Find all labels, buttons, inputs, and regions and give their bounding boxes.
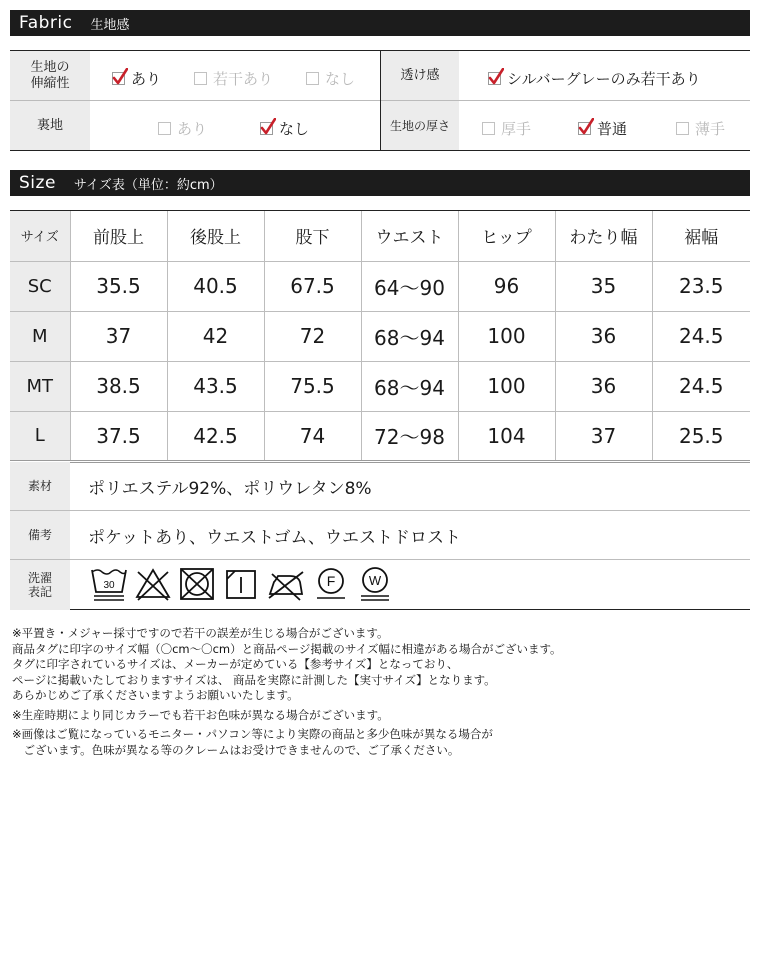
size-header-en: Size [19, 173, 56, 193]
sheer-value: シルバーグレーのみ若干あり [488, 68, 701, 89]
checkbox-empty-icon [482, 122, 495, 135]
info-table [10, 462, 750, 610]
size-label: L [10, 411, 70, 461]
checkbox-checked-icon [112, 72, 125, 85]
checkbox-checked-icon [260, 122, 273, 135]
footnote-line: ※画像はご覧になっているモニター・パソコン等により実際の商品と多少色味が異なる場合が [12, 727, 493, 741]
checkbox-empty-icon [676, 122, 689, 135]
thickness-label: 生地の厚さ [381, 101, 459, 150]
lining-label: 裏地 [10, 101, 90, 150]
lining-option-yes: あり [158, 118, 207, 139]
wash-30-icon [90, 566, 128, 602]
sheer-label: 透け感 [381, 51, 459, 100]
table-cell: 38.5 [70, 361, 167, 411]
no-bleach-icon [134, 566, 172, 602]
checkbox-empty-icon [194, 72, 207, 85]
table-cell: 64〜90 [361, 261, 458, 311]
table-cell: 37.5 [70, 411, 167, 461]
table-cell: 24.5 [652, 361, 750, 411]
size-table-header-row [10, 211, 750, 261]
checkbox-empty-icon [158, 122, 171, 135]
notes-value: ポケットあり、ウエストゴム、ウエストドロスト [88, 527, 461, 548]
size-label: MT [10, 361, 70, 411]
material-value: ポリエステル92%、ポリウレタン8% [88, 478, 372, 499]
svg-text:W: W [368, 573, 382, 588]
table-cell: 100 [458, 361, 555, 411]
size-label: M [10, 311, 70, 361]
table-cell: 43.5 [167, 361, 264, 411]
lining-option-no: なし [260, 118, 309, 139]
table-row [10, 411, 750, 461]
footnote-line: ※平置き・メジャー採寸ですので若干の誤差が生じる場合がございます。 [12, 626, 389, 640]
table-cell: 42 [167, 311, 264, 361]
notes-label: 備考 [10, 511, 70, 559]
wet-clean-w-icon [356, 566, 394, 604]
stretch-option-slight: 若干あり [194, 68, 273, 89]
column-header: わたり幅 [555, 211, 652, 261]
table-cell: 74 [264, 411, 361, 461]
care-label: 洗濯 表記 [10, 560, 70, 610]
size-corner-label: サイズ [10, 211, 70, 261]
size-header [10, 170, 750, 196]
table-cell: 35 [555, 261, 652, 311]
stretch-label: 生地の 伸縮性 [10, 51, 90, 100]
footnote-line: ございます。色味が異なる等のクレームはお受けできませんので、ご了承ください。 [12, 742, 460, 757]
fabric-table [10, 50, 750, 151]
column-header: 股下 [264, 211, 361, 261]
table-cell: 100 [458, 311, 555, 361]
table-cell: 40.5 [167, 261, 264, 311]
column-header: 裾幅 [652, 211, 750, 261]
notes-row [10, 511, 750, 560]
table-cell: 96 [458, 261, 555, 311]
table-cell: 72〜98 [361, 411, 458, 461]
table-cell: 75.5 [264, 361, 361, 411]
care-symbols [90, 566, 394, 604]
table-cell: 36 [555, 311, 652, 361]
table-cell: 37 [70, 311, 167, 361]
footnote-line: ※生産時期により同じカラーでも若干お色味が異なる場合がございます。 [12, 707, 389, 722]
checkbox-checked-icon [578, 122, 591, 135]
column-header: 後股上 [167, 211, 264, 261]
fabric-divider [380, 51, 381, 150]
footnote-line: ページに掲載いたしておりますサイズは、 商品を実際に計測した【実寸サイズ】となります。 [12, 672, 496, 687]
footnote-line: 商品タグに印字のサイズ幅（〇cm〜〇cm）と商品ページ掲載のサイズ幅に相違がある場合がございます。 [12, 641, 562, 656]
table-cell: 36 [555, 361, 652, 411]
table-cell: 37 [555, 411, 652, 461]
size-header-jp: サイズ表（単位：約cm） [73, 177, 223, 193]
thickness-option-thin: 薄手 [676, 118, 725, 139]
table-row [10, 261, 750, 311]
line-dry-shade-icon [222, 566, 260, 602]
table-cell: 67.5 [264, 261, 361, 311]
table-cell: 25.5 [652, 411, 750, 461]
care-row [10, 560, 750, 610]
column-header: ヒップ [458, 211, 555, 261]
table-cell: 104 [458, 411, 555, 461]
column-header: ウエスト [361, 211, 458, 261]
table-cell: 24.5 [652, 311, 750, 361]
stretch-option-none: なし [306, 68, 355, 89]
thickness-option-normal: 普通 [578, 118, 627, 139]
fabric-header-en: Fabric [19, 13, 73, 33]
table-cell: 42.5 [167, 411, 264, 461]
footnotes [12, 626, 748, 758]
table-row [10, 361, 750, 411]
table-cell: 23.5 [652, 261, 750, 311]
size-table [10, 210, 750, 463]
dry-clean-f-icon [312, 566, 350, 602]
no-iron-icon [266, 566, 306, 602]
no-tumble-dry-icon [178, 566, 216, 602]
thickness-option-thick: 厚手 [482, 118, 531, 139]
size-label: SC [10, 261, 70, 311]
material-row [10, 462, 750, 511]
material-label: 素材 [10, 462, 70, 510]
svg-text:F: F [326, 573, 336, 589]
table-cell: 72 [264, 311, 361, 361]
column-header: 前股上 [70, 211, 167, 261]
stretch-option-yes: あり [112, 68, 161, 89]
fabric-header [10, 10, 750, 36]
footnote-line: タグに印字されているサイズは、メーカーが定めている【参考サイズ】となっており、 [12, 657, 459, 671]
checkbox-empty-icon [306, 72, 319, 85]
table-cell: 35.5 [70, 261, 167, 311]
checkbox-checked-icon [488, 72, 501, 85]
svg-text:30: 30 [103, 580, 115, 591]
footnote-line: あらかじめご了承くださいますようお願いいたします。 [12, 688, 299, 702]
table-cell: 68〜94 [361, 361, 458, 411]
table-row [10, 311, 750, 361]
table-cell: 68〜94 [361, 311, 458, 361]
fabric-header-jp: 生地感 [90, 17, 130, 33]
